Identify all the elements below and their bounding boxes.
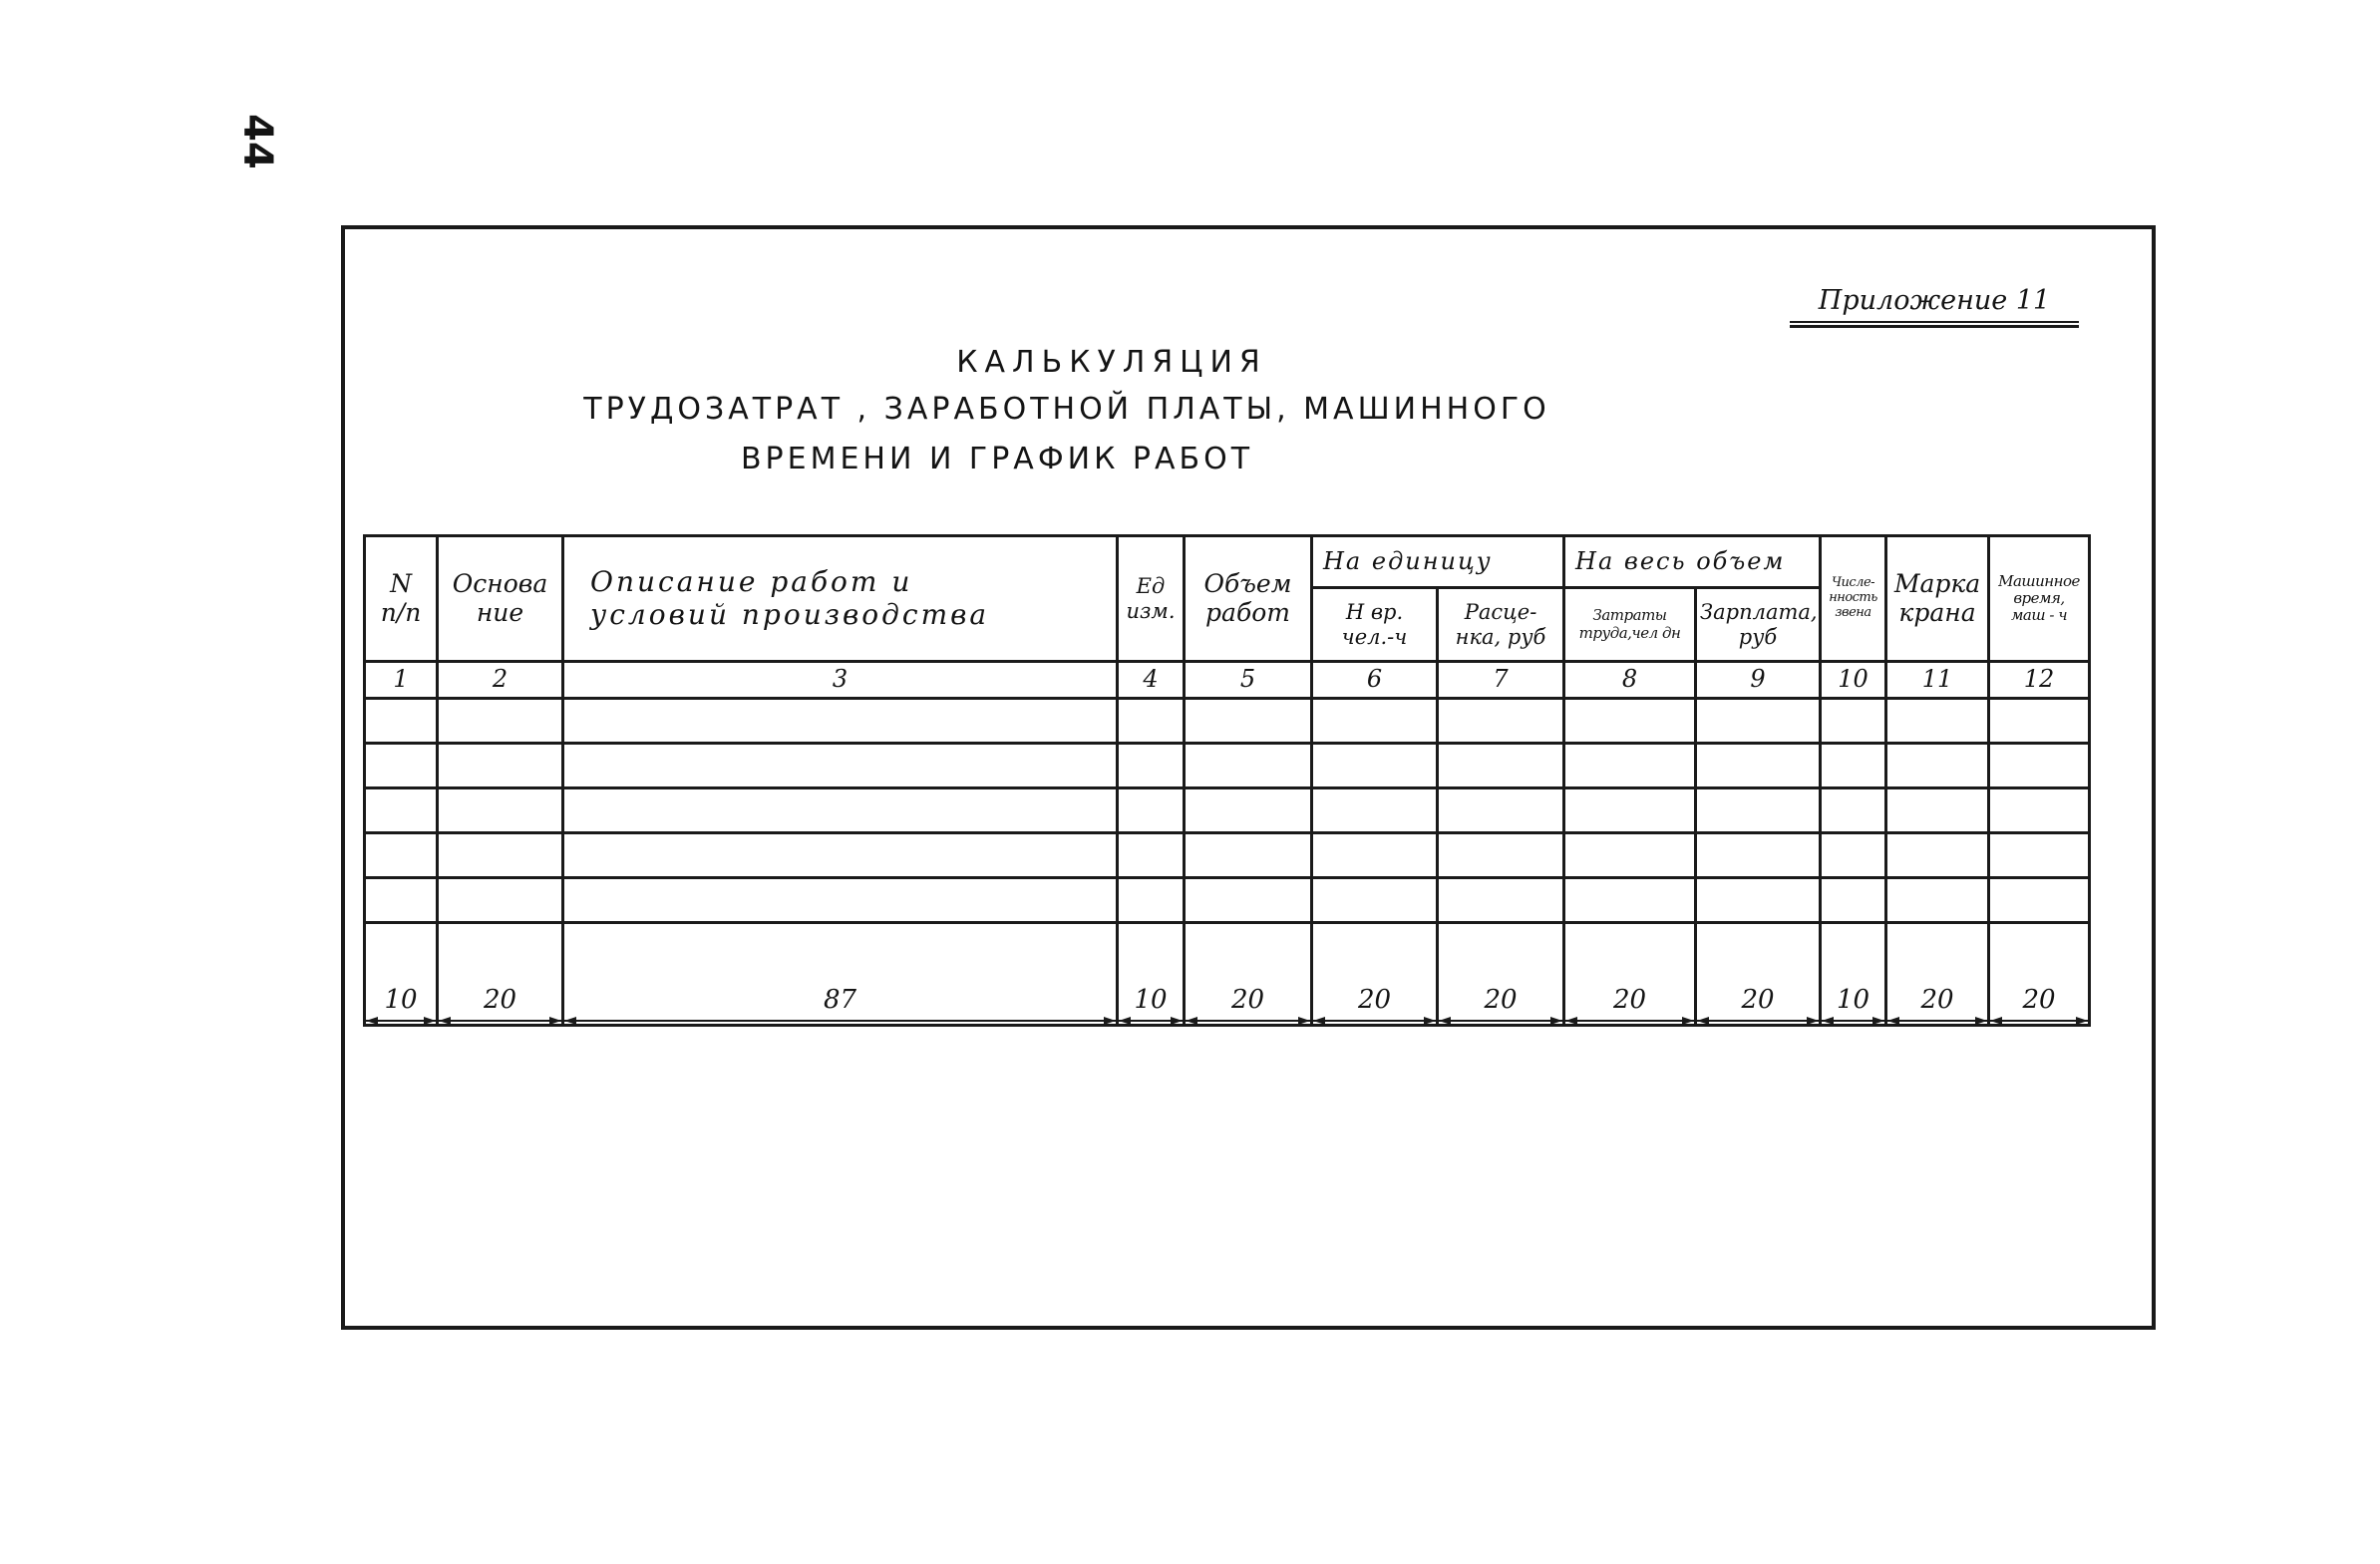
column-width-cell [563, 923, 1118, 1026]
empty-cell [1886, 833, 1989, 878]
header-cell-number [365, 536, 438, 662]
dimension-arrow [1186, 1020, 1310, 1022]
header-cell-description [563, 536, 1118, 662]
header-number-line1: N [390, 568, 412, 598]
column-width-value: 20 [1484, 985, 1518, 1016]
header-cell-crew-size [1821, 536, 1886, 662]
column-number-cell: 8 [1564, 662, 1696, 699]
column-width-value: 20 [1612, 985, 1647, 1016]
empty-cell [438, 744, 563, 788]
column-width-value: 20 [1920, 985, 1954, 1016]
empty-cell [1312, 788, 1438, 833]
empty-cell [1821, 744, 1886, 788]
empty-cell [563, 878, 1118, 923]
header-group-total-volume: На весь объем [1564, 536, 1821, 588]
header-cell-salary [1696, 588, 1821, 662]
empty-cell [1886, 699, 1989, 744]
table-row [365, 878, 2090, 923]
empty-cell [1989, 833, 2090, 878]
header-machine-time-line1: Машинное [1998, 571, 2080, 590]
column-width-value: 20 [1741, 985, 1775, 1016]
empty-cell [1886, 744, 1989, 788]
empty-cell [1821, 878, 1886, 923]
empty-cell [1989, 878, 2090, 923]
header-cell-crane-model [1886, 536, 1989, 662]
column-number-cell: 2 [438, 662, 563, 699]
empty-cell [1564, 878, 1696, 923]
table-row [365, 833, 2090, 878]
column-width-value: 10 [1134, 985, 1168, 1016]
empty-cell [438, 878, 563, 923]
column-width-value: 20 [1230, 985, 1265, 1016]
header-number-line2: п/п [380, 597, 422, 627]
empty-cell [1886, 788, 1989, 833]
header-rate-line1: Расце- [1464, 600, 1537, 625]
empty-cell [1821, 833, 1886, 878]
column-number-cell: 12 [1989, 662, 2090, 699]
header-cell-unit [1118, 536, 1185, 662]
dimension-arrow [1439, 1020, 1562, 1022]
column-number-cell: 1 [365, 662, 438, 699]
header-machine-time-line2: время, [2013, 588, 2065, 607]
header-volume-line2: работ [1205, 597, 1290, 627]
dimension-arrow [1990, 1020, 2088, 1022]
empty-cell [563, 699, 1118, 744]
header-unit-line1: Ед [1136, 574, 1166, 599]
header-time-norm-line1: Н вр. [1345, 600, 1404, 625]
column-width-value: 10 [384, 985, 418, 1016]
header-cell-time-norm [1312, 588, 1438, 662]
dimension-arrow [1887, 1020, 1987, 1022]
empty-cell [1185, 699, 1312, 744]
header-cell-volume [1185, 536, 1312, 662]
empty-cell [1696, 833, 1821, 878]
empty-cell [1118, 744, 1185, 788]
header-labor-cost-line2: труда,чел дн [1578, 623, 1681, 642]
header-crew-size-line3: звена [1835, 604, 1871, 620]
empty-cell [438, 699, 563, 744]
column-number-cell: 9 [1696, 662, 1821, 699]
column-width-cell [1438, 923, 1564, 1026]
empty-cell [1821, 788, 1886, 833]
column-width-value: 87 [823, 985, 857, 1016]
header-unit-line2: изм. [1126, 598, 1176, 623]
column-width-value: 20 [2022, 985, 2056, 1016]
column-width-cell [365, 923, 438, 1026]
empty-cell [1438, 744, 1564, 788]
empty-cell [1989, 744, 2090, 788]
empty-cell [1185, 878, 1312, 923]
table-row [365, 788, 2090, 833]
empty-cell [563, 744, 1118, 788]
header-crane-model-line2: крана [1898, 597, 1976, 627]
empty-cell [365, 699, 438, 744]
header-salary-line2: руб [1738, 624, 1778, 649]
empty-cell [365, 833, 438, 878]
empty-cell [365, 788, 438, 833]
title-line-3: ВРЕМЕНИ И ГРАФИК РАБОТ [740, 442, 1254, 476]
dimension-arrow [1697, 1020, 1819, 1022]
dimension-arrow [1313, 1020, 1436, 1022]
empty-cell [1312, 744, 1438, 788]
empty-cell [1438, 699, 1564, 744]
header-crew-size-line2: нность [1829, 590, 1877, 606]
page-number: 44 [234, 114, 280, 169]
empty-cell [1312, 878, 1438, 923]
empty-cell [1185, 744, 1312, 788]
header-description-line1: Описание работ и [590, 565, 913, 599]
column-number-cell: 10 [1821, 662, 1886, 699]
header-salary-line1: Зарплата, [1700, 600, 1818, 625]
empty-cell [365, 744, 438, 788]
dimension-arrow [1119, 1020, 1183, 1022]
empty-cell [1118, 878, 1185, 923]
empty-cell [1438, 878, 1564, 923]
column-number-cell: 3 [563, 662, 1118, 699]
table-row [365, 744, 2090, 788]
empty-cell [1118, 833, 1185, 878]
empty-cell [438, 788, 563, 833]
calculation-table [363, 534, 2091, 1027]
column-width-cell [1564, 923, 1696, 1026]
empty-cell [1564, 699, 1696, 744]
empty-cell [1989, 699, 2090, 744]
header-basis-line2: ние [476, 597, 524, 627]
header-row-1 [365, 536, 2090, 588]
empty-cell [1312, 833, 1438, 878]
column-width-cell [1886, 923, 1989, 1026]
dimension-arrow [1565, 1020, 1694, 1022]
column-number-cell: 5 [1185, 662, 1312, 699]
dimension-arrow [564, 1020, 1116, 1022]
empty-cell [563, 833, 1118, 878]
empty-cell [1696, 878, 1821, 923]
appendix-underline [1790, 321, 2079, 328]
header-cell-machine-time [1989, 536, 2090, 662]
empty-cell [1185, 833, 1312, 878]
empty-cell [1989, 788, 2090, 833]
column-number-cell: 4 [1118, 662, 1185, 699]
empty-cell [563, 788, 1118, 833]
title-line-1: КАЛЬКУЛЯЦИЯ [956, 345, 1267, 380]
column-width-value: 20 [483, 985, 517, 1016]
header-crew-size-line1: Числе- [1831, 575, 1875, 591]
empty-cell [438, 833, 563, 878]
header-rate-line2: нка, руб [1455, 624, 1546, 649]
empty-cell [1185, 788, 1312, 833]
column-width-value: 10 [1836, 985, 1870, 1016]
header-volume-line1: Объем [1203, 568, 1292, 598]
column-width-cell [1312, 923, 1438, 1026]
empty-cell [1118, 788, 1185, 833]
calculation-table-wrap [363, 534, 2088, 1016]
column-number-cell: 6 [1312, 662, 1438, 699]
appendix-label: Приложение 11 [1818, 285, 2051, 316]
empty-cell [1696, 699, 1821, 744]
column-number-cell: 11 [1886, 662, 1989, 699]
empty-cell [1118, 699, 1185, 744]
column-width-cell [1821, 923, 1886, 1026]
column-width-cell [1989, 923, 2090, 1026]
empty-cell [365, 878, 438, 923]
empty-cell [1438, 833, 1564, 878]
empty-cell [1696, 744, 1821, 788]
column-number-cell: 7 [1438, 662, 1564, 699]
header-crane-model-line1: Марка [1893, 568, 1981, 598]
dimension-arrow [439, 1020, 561, 1022]
column-number-row [365, 662, 2090, 699]
empty-cell [1696, 788, 1821, 833]
header-cell-labor-cost [1564, 588, 1696, 662]
header-basis-line1: Основа [452, 568, 548, 598]
empty-cell [1438, 788, 1564, 833]
empty-cell [1564, 744, 1696, 788]
header-time-norm-line2: чел.-ч [1341, 624, 1408, 649]
column-width-cell [438, 923, 563, 1026]
header-group-per-unit: На единицу [1312, 536, 1564, 588]
header-machine-time-line3: маш - ч [2011, 606, 2068, 625]
header-cell-rate [1438, 588, 1564, 662]
empty-cell [1312, 699, 1438, 744]
table-row [365, 699, 2090, 744]
column-width-row [365, 923, 2090, 1026]
empty-cell [1564, 788, 1696, 833]
column-width-value: 20 [1357, 985, 1392, 1016]
header-labor-cost-line1: Затраты [1592, 606, 1667, 625]
column-width-cell [1118, 923, 1185, 1026]
column-width-cell [1696, 923, 1821, 1026]
dimension-arrow [1822, 1020, 1884, 1022]
column-width-cell [1185, 923, 1312, 1026]
header-cell-basis [438, 536, 563, 662]
title-line-2: ТРУДОЗАТРАТ , ЗАРАБОТНОЙ ПЛАТЫ, МАШИННОГО [583, 392, 1550, 427]
empty-cell [1564, 833, 1696, 878]
dimension-arrow [366, 1020, 436, 1022]
empty-cell [1886, 878, 1989, 923]
header-description-line2: условий производства [590, 597, 990, 631]
empty-cell [1821, 699, 1886, 744]
